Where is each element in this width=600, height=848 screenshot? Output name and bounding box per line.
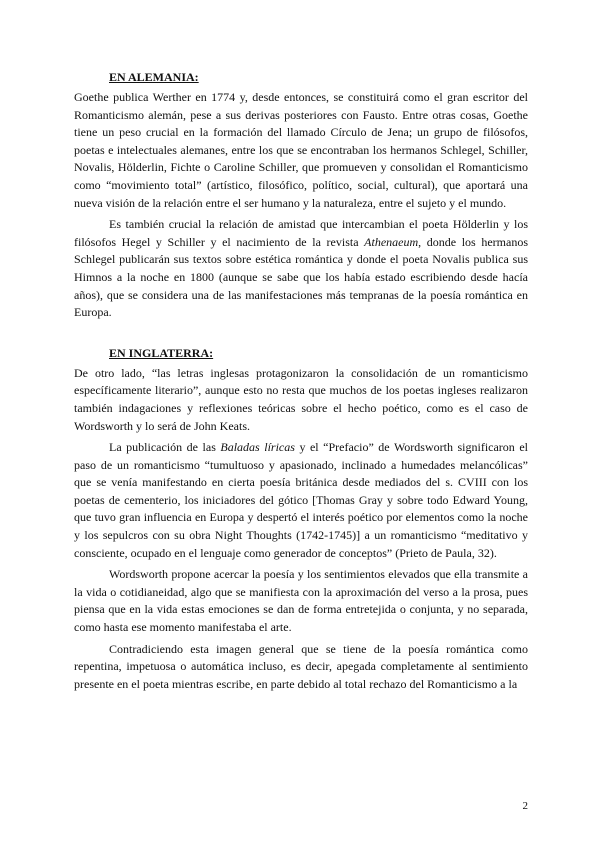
section-heading-inglaterra: EN INGLATERRA: bbox=[109, 345, 214, 360]
section-heading-alemania: EN ALEMANIA: bbox=[109, 70, 199, 84]
paragraph: Goethe publica Werther en 1774 y, desde entonces, se constituirá como el gran escritor del Romanticismo alemán, pese a sus derivas posteriores con Fausto. Entre otras cosas, Goethe tiene un peso crucial en la formación del llamado Círculo de Jena; un grupo de filósofos, poetas e intelectuales alemanes, entre los que se encontraban los hermanos Schlegel, Schiller, Novalis, Hölderlin, Fichte o Caroline Schiller, que promueven y consolidan el Romanticismo como “movimiento total” (artístico, filosófico, político, social, cultural), que aportará una nueva visión de la relación entre el ser humano y la naturaleza, entre el sujeto y el mundo. bbox=[74, 90, 528, 210]
paragraph: Wordsworth propone acercar la poesía y los sentimientos elevados que ella transmite a la vida o cotidianeidad, algo que se manifiesta con la aproximación del verso a la prosa, pues piensa que en la vida estas emociones se dan de forma entretejida o conjunta, y no separada, como hasta ese momento manifestaba el arte. bbox=[74, 567, 528, 635]
paragraph: Contradiciendo esta imagen general que se tiene de la poesía romántica como repentina, impetuosa o automática incluso, es decir, apegada completamente al sentimiento presente en el poeta mientras escribe, en parte debido al total rechazo del Romanticismo a la bbox=[74, 641, 528, 691]
paragraph: De otro lado, “las letras inglesas protagonizaron la consolidación de un romanticismo específicamente literario”, aunque esto no resta que muchos de los poetas ingleses realizaron también indagaciones y reflexiones teóricas sobre el hecho poético, como es el caso de Wordsworth y lo será de John Keats. bbox=[74, 365, 528, 433]
text-run: La publicación de las bbox=[109, 440, 221, 455]
text-run: y el “Prefacio” de Wordsworth significaron el paso de un romanticismo “tumultuoso y apasionado, inclinado a humedades melancólicas” que se venía manifestando en cierta poesía británica desde mediados del s. CVIII con los poetas de cementerio, los iniciadores del gótico [Thomas Gray y sobre todo Edward Young, que tuvo gran influencia en Europa y despertó el interés poético por elementos como la noche y los sepulcros con su obra Night Thoughts (1742-1745)] a un romanticismo “meditativo y consciente, ocupado en el lenguaje como generador de conceptos” (Prieto de Paula, 32). bbox=[74, 440, 528, 560]
page-number: 2 bbox=[522, 800, 528, 812]
text-run: Es también crucial la relación de amistad que intercambian el poeta Hölderlin y los filósofos Hegel y Schiller y el nacimiento de la revista bbox=[74, 217, 528, 249]
paragraph bbox=[74, 216, 528, 322]
document-page bbox=[74, 68, 528, 693]
italic-title: Baladas líricas bbox=[220, 440, 295, 455]
italic-title: Athenaeum bbox=[364, 234, 419, 249]
text-run: , donde los hermanos Schlegel publicarán sus textos sobre estética romántica y donde el poeta Novalis publica sus Himnos a la noche en 1800 (aunque se sabe que los había estado escribiendo desde hacía años), que se considera una de las manifestaciones más tempranas de la poesía romántica en Europa. bbox=[74, 234, 528, 320]
paragraph bbox=[74, 439, 528, 562]
